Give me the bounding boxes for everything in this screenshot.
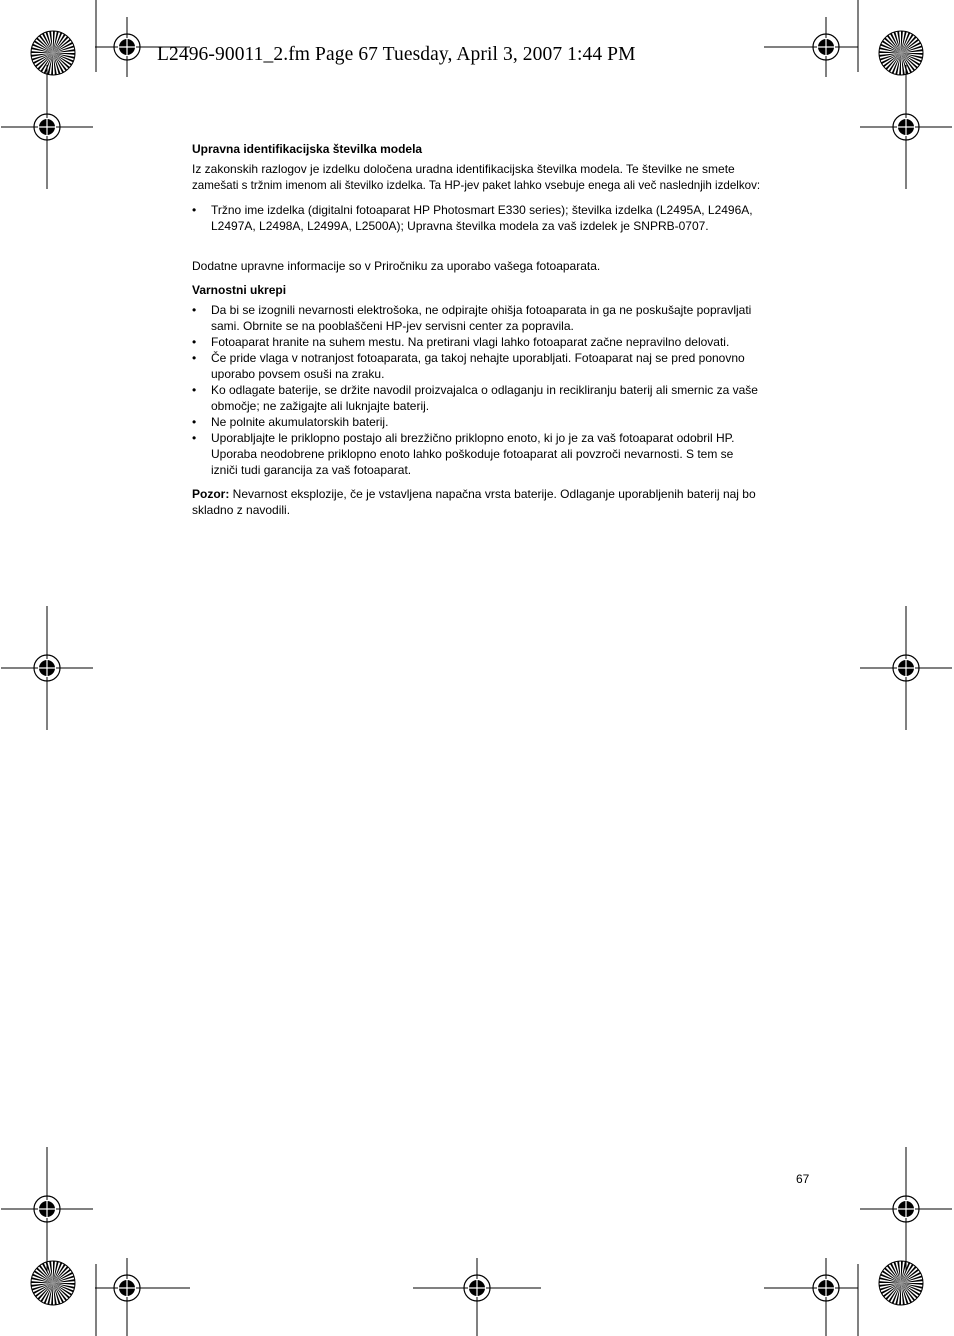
- registration-target-icon: [794, 1258, 858, 1318]
- print-slug: L2496-90011_2.fm Page 67 Tuesday, April 3, 2007 1:44 PM: [157, 44, 636, 65]
- text-line: Uporabljajte le priklopno postajo ali brezžično priklopno enoto, ki jo je za vaš fotoaparat odobril HP.: [211, 431, 735, 445]
- paragraph-model-number: [192, 161, 822, 194]
- starburst-target-icon: [879, 1261, 923, 1305]
- text-line: Iz zakonskih razlogov je izdelku določena uradna identifikacijska številka modela. Te številke ne smete: [192, 162, 735, 176]
- list-item: [192, 382, 822, 414]
- registration-target-icon: [860, 65, 952, 189]
- text-line: Če pride vlaga v notranjost fotoaparata, ga takoj nehajte uporabljati. Fotoaparat naj se pred ponovno: [211, 351, 745, 365]
- list-item: [192, 430, 822, 478]
- text-line: Tržno ime izdelka (digitalni fotoaparat HP Photosmart E330 series); številka izdelka (L2495A, L2496A,: [211, 203, 753, 217]
- section-heading-safety: Varnostni ukrepi: [192, 283, 287, 297]
- text-line: Fotoaparat hranite na suhem mestu. Na pretirani vlagi lahko fotoaparat začne nepravilno delovati.: [211, 335, 730, 349]
- text-line: zamešati s tržnim imenom ali številko izdelka. Ta HP-jev paket lahko vsebuje enega ali več naslednjih izdelkov:: [192, 179, 761, 192]
- paragraph-regulatory-info: Dodatne upravne informacije so v Priročniku za uporabo vašega fotoaparata.: [192, 259, 601, 273]
- text-line: območje; ne zažigajte ali luknjajte baterij.: [211, 399, 430, 413]
- bullet-icon: •: [192, 415, 197, 429]
- bullet-icon: •: [192, 203, 197, 217]
- starburst-target-icon: [31, 1261, 75, 1305]
- text-line: sami. Obrnite se na pooblaščeni HP-jev servisni center za popravila.: [211, 319, 574, 333]
- list-item: [192, 302, 822, 334]
- text-line: izniči tudi garancija za vaš fotoaparat.: [211, 463, 412, 477]
- text-line: Uporaba neodobrene priklopno enoto lahko poškoduje fotoaparat ali povzroči nevarnosti. S tem se: [211, 447, 734, 461]
- text-line: Da bi se izognili nevarnosti elektrošoka, ne odpirajte ohišja fotoaparata in ga ne poskušajte popravljati: [211, 303, 752, 317]
- registration-target-icon: [794, 17, 858, 77]
- list-item: [192, 350, 822, 382]
- registration-target-icon: [1, 1147, 93, 1271]
- bullet-icon: •: [192, 335, 197, 349]
- bullet-list-products: [192, 202, 822, 234]
- page-number: 67: [796, 1172, 810, 1186]
- registration-target-icon: [860, 606, 952, 730]
- warning-paragraph: [192, 486, 822, 518]
- bullet-icon: •: [192, 383, 197, 397]
- warning-label: Pozor:: [192, 487, 230, 501]
- bullet-icon: •: [192, 303, 197, 317]
- list-item: [192, 202, 822, 234]
- registration-target-icon: [1, 606, 93, 730]
- text-line: Ne polnite akumulatorskih baterij.: [211, 415, 389, 429]
- list-item: [192, 334, 822, 350]
- starburst-target-icon: [879, 31, 923, 75]
- bullet-list-safety: [192, 302, 822, 478]
- registration-target-icon: [413, 1258, 541, 1318]
- registration-target-icon: [95, 1258, 159, 1318]
- list-item: [192, 414, 822, 430]
- text-line: Ko odlagate baterije, se držite navodil proizvajalca o odlaganju in recikliranju baterij ali smernic za vaše: [211, 383, 758, 397]
- registration-target-icon: [860, 1147, 952, 1271]
- text-line: L2497A, L2498A, L2499A, L2500A); Upravna številka modela za vaš izdelek je SNPRB-0707.: [211, 219, 709, 233]
- warning-text: Nevarnost eksplozije, če je vstavljena napačna vrsta baterije. Odlaganje uporabljenih baterij naj bo: [229, 487, 756, 501]
- bullet-icon: •: [192, 431, 197, 445]
- bullet-icon: •: [192, 351, 197, 365]
- registration-target-icon: [1, 65, 93, 189]
- page-content: [192, 141, 822, 518]
- warning-text-cont: skladno z navodili.: [192, 503, 291, 517]
- text-line: uporabo povsem osuši na zraku.: [211, 367, 385, 381]
- starburst-target-icon: [31, 31, 75, 75]
- section-heading-model-number: Upravna identifikacijska številka modela: [192, 142, 423, 156]
